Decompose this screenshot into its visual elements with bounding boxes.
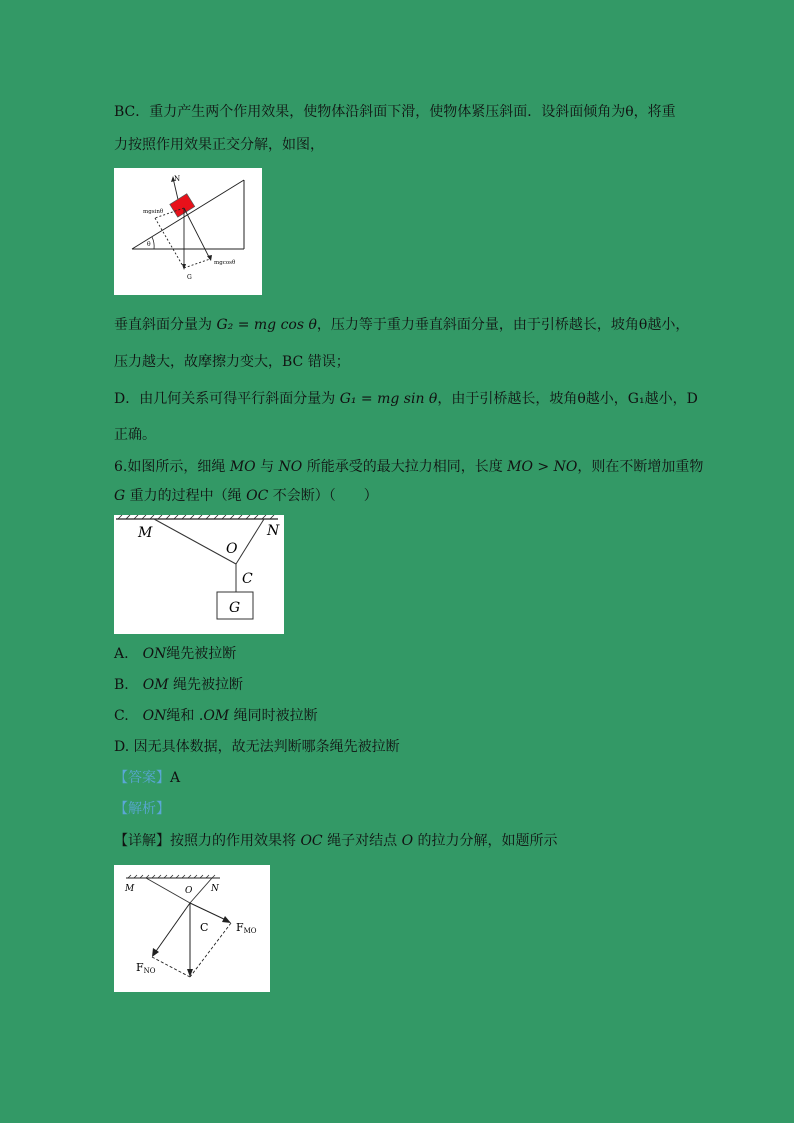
- option-letter: C.: [114, 708, 143, 724]
- option-d[interactable]: D. 因无具体数据，故无法判断哪条绳先被拉断: [114, 739, 400, 755]
- text: 重力的过程中（绳: [125, 488, 247, 504]
- answer-line: [114, 768, 180, 788]
- option-a[interactable]: [114, 644, 236, 664]
- label-n: N: [211, 884, 219, 894]
- detail-tag: 【详解】: [114, 833, 170, 849]
- paragraph-line: [114, 389, 698, 409]
- label-o: O: [185, 886, 193, 896]
- text: ，由于引桥越长，坡角θ越小，G₁越小，D: [437, 391, 698, 407]
- label-c: C: [200, 921, 209, 934]
- symbol: MO: [229, 459, 256, 475]
- label-fmo: FMO: [236, 921, 257, 935]
- option-b[interactable]: [114, 675, 243, 695]
- symbol: OC: [246, 488, 269, 504]
- option-text: 绳同时被拉断: [229, 708, 318, 724]
- text: 不会断）（ ）: [268, 488, 378, 504]
- paragraph-line: [114, 315, 689, 335]
- symbol: OM: [203, 708, 230, 724]
- mgcos-label: mgcosθ: [214, 260, 236, 266]
- label-o: O: [226, 541, 238, 557]
- text: 垂直斜面分量为: [114, 317, 217, 333]
- text: 绳子对结点: [322, 833, 402, 849]
- label-n: N: [267, 523, 280, 539]
- option-text: 绳先被拉断: [168, 677, 244, 693]
- paragraph-line: 压力越大，故摩擦力变大，BC 错误；: [114, 354, 350, 370]
- paragraph-line: 正确。: [114, 427, 156, 443]
- symbol: ON: [142, 646, 167, 662]
- text: 所能承受的最大拉力相同，长度: [302, 459, 508, 475]
- gravity-label: G: [187, 274, 192, 281]
- formula: G₂ = mg cos θ: [216, 317, 317, 333]
- incline-diagram: [114, 168, 262, 295]
- label-g: G: [229, 600, 241, 616]
- question-line: [114, 486, 378, 506]
- option-letter: A.: [114, 646, 143, 662]
- label-m: M: [125, 884, 135, 894]
- force-decomposition-figure: [114, 865, 270, 992]
- label-m: M: [138, 525, 153, 541]
- normal-force-label: N: [174, 175, 181, 183]
- paragraph-line: BC．重力产生两个作用效果，使物体沿斜面下滑，使物体紧压斜面．设斜面倾角为θ，将重: [114, 104, 676, 120]
- symbol: NO: [278, 459, 303, 475]
- force-diagram: [114, 865, 270, 992]
- symbol: MO > NO: [507, 459, 578, 475]
- analysis-line: [114, 799, 170, 819]
- mgsin-label: mgsinθ: [143, 209, 164, 215]
- text: D．由几何关系可得平行斜面分量为: [114, 391, 340, 407]
- text: ，则在不断增加重物: [577, 459, 704, 475]
- option-letter: B.: [114, 677, 143, 693]
- incline-figure: [114, 168, 262, 295]
- text: ，压力等于重力垂直斜面分量，由于引桥越长，坡角θ越小，: [316, 317, 690, 333]
- symbol: O: [401, 833, 414, 849]
- label-fno: FNO: [136, 961, 156, 975]
- text: 与: [255, 459, 279, 475]
- question-line: [114, 457, 703, 477]
- answer-value: A: [170, 770, 181, 786]
- option-c[interactable]: [114, 706, 318, 726]
- paragraph-line: 力按照作用效果正交分解，如图，: [114, 137, 324, 153]
- option-text: 绳先被拉断: [166, 646, 237, 662]
- rope-figure: [114, 515, 284, 634]
- detail-line: [114, 831, 558, 851]
- symbol: OM: [142, 677, 169, 693]
- label-c: C: [242, 571, 253, 587]
- symbol: ON: [142, 708, 167, 724]
- theta-label: θ: [147, 241, 151, 248]
- analysis-tag: 【解析】: [114, 801, 170, 817]
- symbol: G: [114, 488, 126, 504]
- text: 的拉力分解，如题所示: [413, 833, 558, 849]
- rope-diagram: [114, 515, 284, 634]
- text: 6.如图所示，细绳: [114, 459, 230, 475]
- symbol: OC: [300, 833, 323, 849]
- option-text: 绳和 .: [166, 708, 204, 724]
- text: 按照力的作用效果将: [170, 833, 301, 849]
- formula: G₁ = mg sin θ: [339, 391, 438, 407]
- answer-tag: 【答案】: [114, 770, 170, 786]
